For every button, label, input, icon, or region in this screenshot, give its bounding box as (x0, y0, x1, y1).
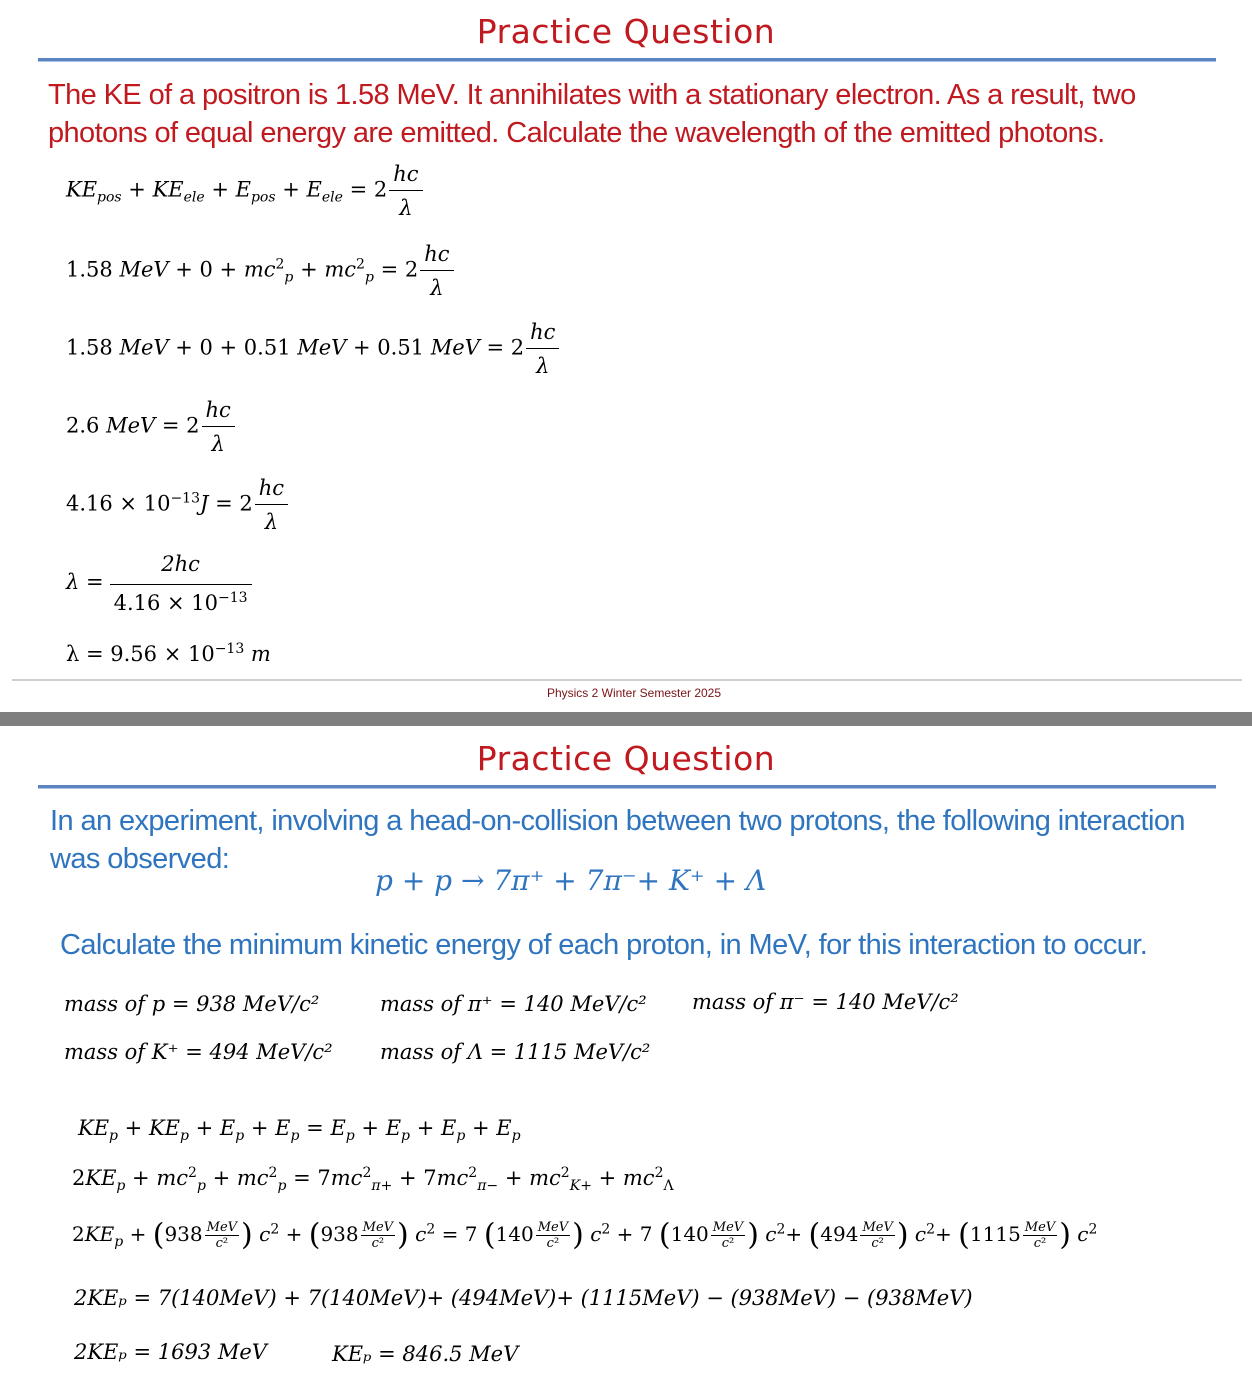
question-text: In an experiment, involving a head-on-collision between two protons, the following interaction was observed: (50, 805, 1185, 875)
question-text: The KE of a positron is 1.58 MeV. It annihilates with a stationary electron. As a result, two photons of equal energy are emitted. Calculate the wavelength of the emitted photons. (48, 79, 1136, 149)
equation-line-6: λ = $\frac{2hc}{4.16 \times 10^{-13}}$ (66, 550, 254, 617)
energy-equation-4: 2KEₚ = 7(140MeV) + 7(140MeV)+ (494MeV)+ (1115MeV) − (938MeV) − (938MeV) (74, 1286, 973, 1310)
slide-divider (0, 712, 1252, 726)
mass-p: mass of p = 938 MeV/c² (64, 992, 320, 1016)
energy-result-ke: KEₚ = 846.5 MeV (332, 1342, 519, 1366)
energy-equation-2: $2KE_p + mc^2_p + mc^2_p = 7mc^2_{\pi+} + 7mc^2_{\pi-} + mc^2_{K+} + mc^2_\Lambda$ (72, 1165, 674, 1195)
mass-lambda: mass of Λ = 1115 MeV/c² (380, 1040, 651, 1064)
equation-line-3: 1.58 MeV + 0 + 0.51 MeV + 0.51 MeV = 2 $\frac{hc}{\lambda}$ (66, 318, 561, 380)
slide-title: Practice Question (476, 739, 776, 778)
task-text: Calculate the minimum kinetic energy of each proton, in MeV, for this interaction to occur. (60, 929, 1148, 961)
footer-text: Physics 2 Winter Semester 2025 (546, 686, 722, 700)
title-rule (38, 58, 1216, 62)
reaction-equation: p + p → 7π⁺ + 7π⁻+ K⁺ + Λ (375, 864, 767, 897)
equation-line-4: 2.6 MeV = 2 $\frac{hc}{\lambda}$ (66, 396, 237, 458)
mass-k-plus: mass of K⁺ = 494 MeV/c² (64, 1040, 333, 1064)
slide-2 (0, 726, 1252, 1378)
footer-rule (12, 679, 1242, 681)
slide-title: Practice Question (476, 12, 776, 51)
mass-pi-minus: mass of π⁻ = 140 MeV/c² (692, 990, 959, 1014)
title-rule (38, 785, 1216, 789)
equation-line-7: $\lambda = 9.56 \times 10^{-13}$ m (66, 641, 271, 666)
equation-line-1: $KE_{pos} + KE_{ele} + E_{pos} + E_{ele} = 2$ $\frac{hc}{\lambda}$ (66, 160, 425, 222)
equation-line-5: $4.16 \times 10^{-13}J = 2$ $\frac{hc}{\lambda}$ (66, 474, 290, 536)
energy-equation-3: $2KE_p + (938$ $\frac{\text{MeV}}{\text{c²}}$ ) $c^2 + (938$ $\frac{\text{MeV}}{\text{c²}}$ ) $c^2 = 7$ (140 $\frac{\text{MeV}}{\text{c²}}$ ) $c^2 + 7$ (140 $\frac{\text{MeV}}{\text{c²}}$ ) $c^2+ (494$ $\frac{\text{MeV}}{\text{c²}}$ ) $c^2+ (1115$ $\frac{\text{MeV}}{\text{c²}}$ ) $c^2$ (72, 1217, 1098, 1253)
equation-line-2: 1.58 MeV + $0 + mc^2_p + mc^2_p = 2$ $\frac{hc}{\lambda}$ (66, 240, 456, 302)
energy-equation-1: $KE_p + KE_p + E_p + E_p = E_p + E_p + E_p + E_p$ (78, 1116, 521, 1145)
mass-pi-plus: mass of π⁺ = 140 MeV/c² (380, 992, 647, 1016)
energy-result-2ke: 2KEₚ = 1693 MeV (74, 1340, 267, 1364)
